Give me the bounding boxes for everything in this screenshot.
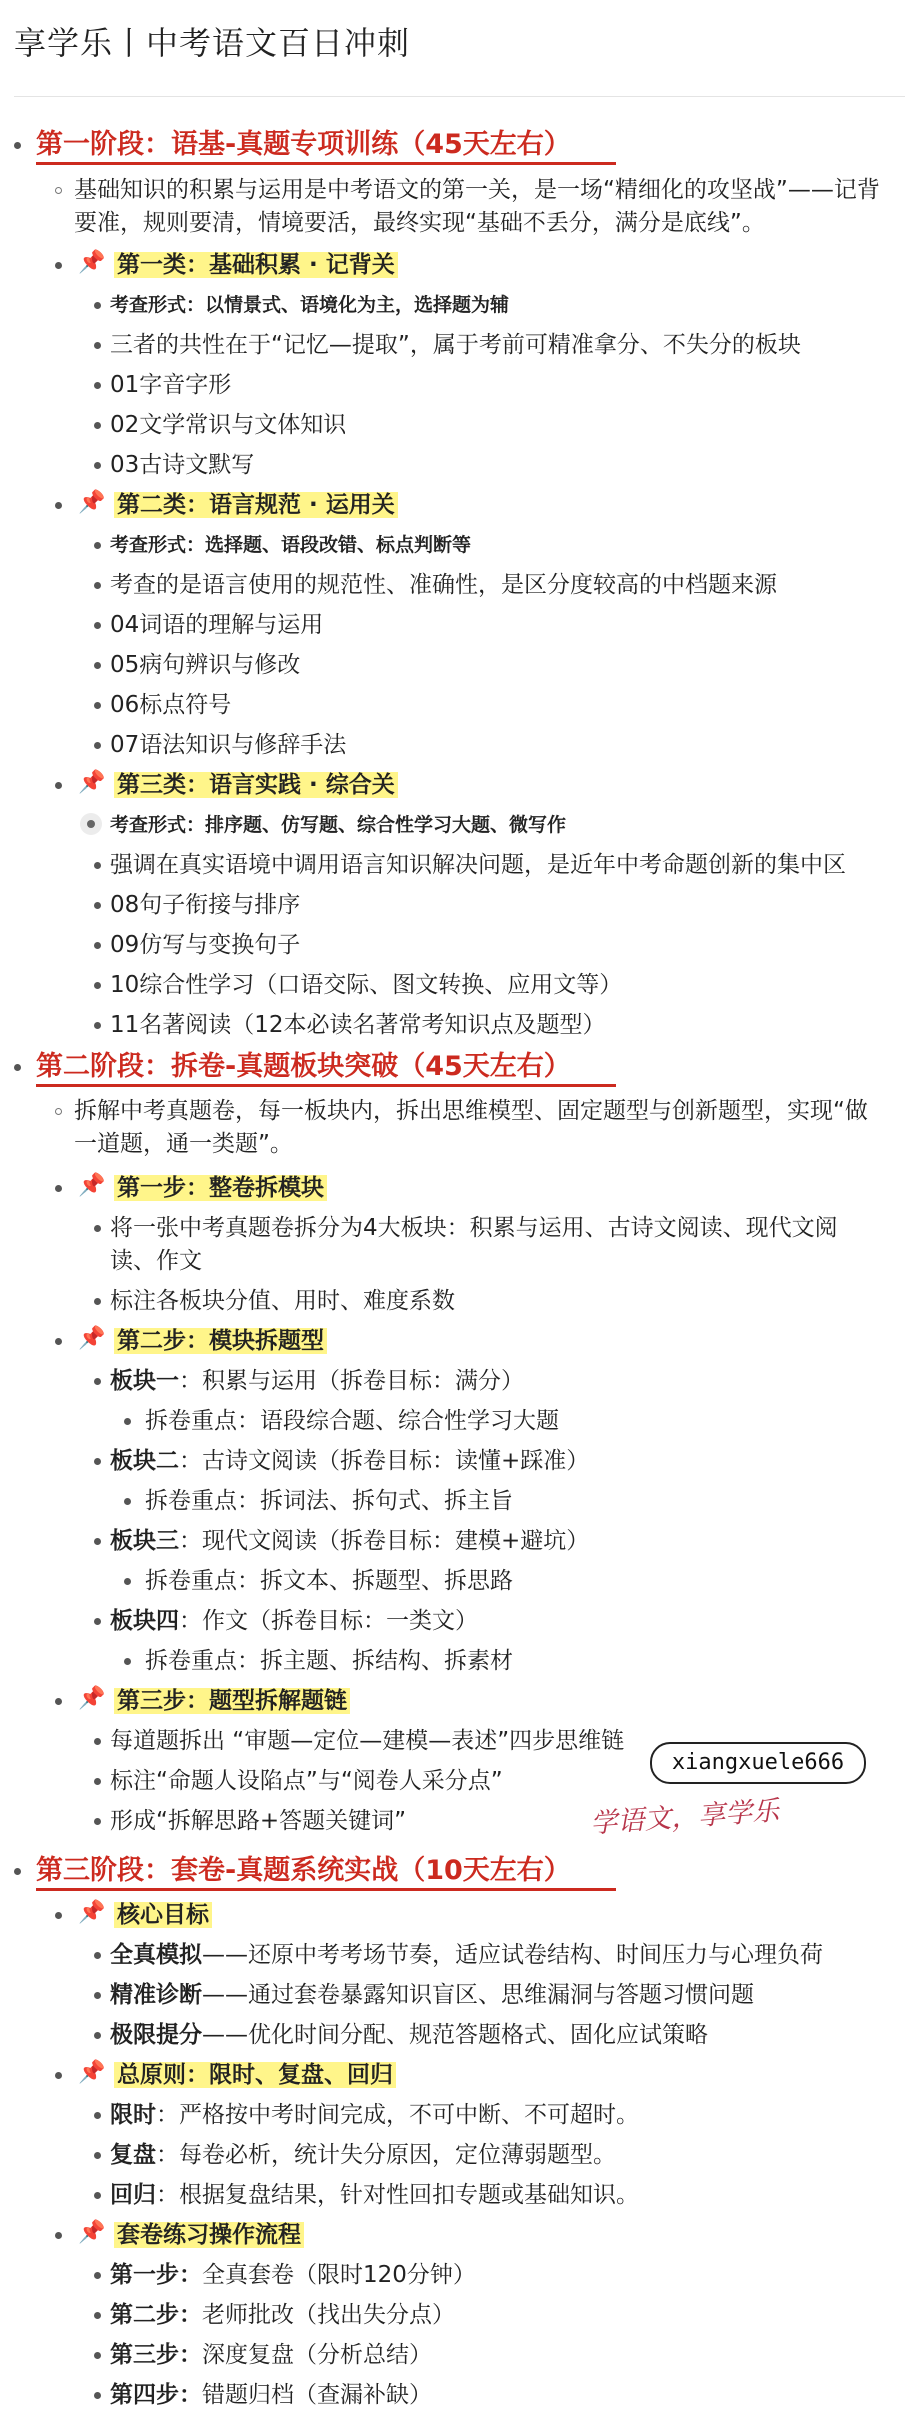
principle-title: 总原则：限时、复盘、回归 [114, 2062, 396, 2088]
core-title: 核心目标 [114, 1902, 212, 1928]
bullet [124, 1418, 131, 1425]
header-divider [14, 96, 905, 97]
bullet [94, 1778, 101, 1785]
pushpin-icon: 📌 [78, 1173, 106, 1198]
bullet [94, 342, 101, 349]
stage2-intro-line2: 一道题，通一类题”。 [74, 1131, 293, 1157]
bullet [94, 1378, 101, 1385]
stage2-title: 第二阶段：拆卷-真题板块突破（45天左右） [36, 1051, 571, 1082]
cat3-title: 第三类：语言实践 · 综合关 [114, 772, 398, 798]
step1-title: 第一步：整卷拆模块 [114, 1175, 327, 1201]
principle-item: 复盘：每卷必析，统计失分原因，定位薄弱题型。 [110, 2142, 616, 2168]
bullet [94, 942, 101, 949]
stage1-intro-line2: 要准，规则要清，情境要活，最终实现“基础不丢分，满分是底线”。 [74, 210, 765, 236]
pushpin-icon: 📌 [78, 2220, 106, 2245]
bullet [94, 622, 101, 629]
bullet [55, 1338, 62, 1345]
core-item: 极限提分——优化时间分配、规范答题格式、固化应试策略 [110, 2022, 708, 2048]
step1-line3: 标注各板块分值、用时、难度系数 [110, 1288, 455, 1314]
cat2-form: 考查形式：选择题、语段改错、标点判断等 [110, 534, 472, 556]
bullet [94, 982, 101, 989]
pushpin-icon: 📌 [78, 1326, 106, 1351]
bullet [94, 2112, 101, 2119]
cat2-desc: 考查的是语言使用的规范性、准确性，是区分度较高的中档题来源 [110, 572, 777, 598]
bullet [94, 862, 101, 869]
list-item: 07语法知识与修辞手法 [110, 732, 347, 758]
stage2-intro-line1: 拆解中考真题卷，每一板块内，拆出思维模型、固定题型与创新题型，实现“做 [74, 1098, 868, 1124]
cat3-desc: 强调在真实语境中调用语言知识解决问题，是近年中考命题创新的集中区 [110, 852, 846, 878]
bullet [94, 2272, 101, 2279]
pushpin-icon: 📌 [78, 2060, 106, 2085]
list-item: 09仿写与变换句子 [110, 932, 301, 958]
step2-title: 第二步：模块拆题型 [114, 1328, 327, 1354]
block-focus: 拆卷重点：拆文本、拆题型、拆思路 [145, 1568, 513, 1594]
signature-watermark: 学语文，享学乐 [589, 1795, 781, 1840]
list-item: 标注“命题人设陷点”与“阅卷人采分点” [110, 1768, 503, 1794]
bullet [94, 1992, 101, 1999]
principle-item: 限时：严格按中考时间完成，不可中断、不可超时。 [110, 2102, 639, 2128]
step3-title: 第三步：题型拆解题链 [114, 1688, 350, 1714]
bullet [94, 1538, 101, 1545]
cat1-form: 考查形式：以情景式、语境化为主，选择题为辅 [110, 294, 510, 316]
bullet [14, 1868, 21, 1875]
pushpin-icon: 📌 [78, 770, 106, 795]
bullet [94, 2392, 101, 2399]
list-item: 04词语的理解与运用 [110, 612, 324, 638]
bullet [14, 1064, 21, 1071]
collapse-toggle-icon[interactable] [80, 813, 102, 835]
bullet [124, 1658, 131, 1665]
stage1-underline [36, 162, 616, 165]
block-focus: 拆卷重点：语段综合题、综合性学习大题 [145, 1408, 559, 1434]
bullet [55, 262, 62, 269]
stage2-underline [36, 1084, 616, 1087]
list-item: 03古诗文默写 [110, 452, 255, 478]
page-title: 享学乐丨中考语文百日冲刺 [14, 24, 411, 62]
bullet [94, 1225, 101, 1232]
principle-item: 回归：根据复盘结果，针对性回扣专题或基础知识。 [110, 2182, 639, 2208]
bullet [94, 582, 101, 589]
cat1-desc: 三者的共性在于“记忆—提取”，属于考前可精准拿分、不失分的板块 [110, 332, 801, 358]
bullet [55, 1185, 62, 1192]
core-item: 全真模拟——还原中考考场节奏，适应试卷结构、时间压力与心理负荷 [110, 1942, 823, 1968]
block-focus: 拆卷重点：拆主题、拆结构、拆素材 [145, 1648, 513, 1674]
bullet [55, 187, 62, 194]
bullet [94, 1022, 101, 1029]
flow-item: 第一步：全真套卷（限时120分钟） [110, 2262, 476, 2288]
core-item: 精准诊断——通过套卷暴露知识盲区、思维漏洞与答题习惯问题 [110, 1982, 754, 2008]
bullet [94, 2352, 101, 2359]
stage1-intro-line1: 基础知识的积累与运用是中考语文的第一关，是一场“精细化的攻坚战”——记背 [74, 177, 880, 203]
list-item: 08句子衔接与排序 [110, 892, 301, 918]
watermark-handle: xiangxuele666 [650, 1742, 866, 1784]
bullet [55, 2072, 62, 2079]
pushpin-icon: 📌 [78, 1900, 106, 1925]
bullet [94, 422, 101, 429]
flow-item: 第四步：错题归档（查漏补缺） [110, 2382, 432, 2408]
cat1-title: 第一类：基础积累 · 记背关 [114, 252, 398, 278]
bullet [94, 1618, 101, 1625]
bullet [94, 302, 101, 309]
step1-line1: 将一张中考真题卷拆分为4大板块：积累与运用、古诗文阅读、现代文阅 [110, 1215, 838, 1241]
bullet [94, 662, 101, 669]
bullet [94, 462, 101, 469]
bullet [55, 782, 62, 789]
bullet [94, 742, 101, 749]
block-row: 板块四：作文（拆卷目标：一类文） [110, 1608, 478, 1634]
pushpin-icon: 📌 [78, 250, 106, 275]
flow-item: 第二步：老师批改（找出失分点） [110, 2302, 455, 2328]
list-item: 02文学常识与文体知识 [110, 412, 347, 438]
stage1-title: 第一阶段：语基-真题专项训练（45天左右） [36, 129, 571, 160]
bullet [14, 142, 21, 149]
list-item: 10综合性学习（口语交际、图文转换、应用文等） [110, 972, 623, 998]
stage3-title: 第三阶段：套卷-真题系统实战（10天左右） [36, 1855, 571, 1886]
bullet [94, 1738, 101, 1745]
bullet [124, 1498, 131, 1505]
bullet [124, 1578, 131, 1585]
bullet [94, 2312, 101, 2319]
bullet [94, 2032, 101, 2039]
bullet [55, 1912, 62, 1919]
list-item: 05病句辨识与修改 [110, 652, 301, 678]
bullet [94, 1458, 101, 1465]
bullet [94, 2152, 101, 2159]
block-row: 板块三：现代文阅读（拆卷目标：建模+避坑） [110, 1528, 590, 1554]
cat3-form: 考查形式：排序题、仿写题、综合性学习大题、微写作 [110, 814, 567, 836]
stage3-underline [36, 1888, 616, 1891]
bullet [94, 902, 101, 909]
bullet [94, 2192, 101, 2199]
pushpin-icon: 📌 [78, 490, 106, 515]
list-item: 形成“拆解思路+答题关键词” [110, 1808, 407, 1834]
bullet [94, 1298, 101, 1305]
cat2-title: 第二类：语言规范 · 运用关 [114, 492, 398, 518]
flow-title: 套卷练习操作流程 [114, 2222, 304, 2248]
block-row: 板块一：积累与运用（拆卷目标：满分） [110, 1368, 524, 1394]
block-row: 板块二：古诗文阅读（拆卷目标：读懂+踩准） [110, 1448, 590, 1474]
bullet [55, 1108, 62, 1115]
list-item: 每道题拆出 “审题—定位—建模—表述”四步思维链 [110, 1728, 625, 1754]
bullet [94, 542, 101, 549]
bullet [55, 2232, 62, 2239]
bullet [94, 1952, 101, 1959]
block-focus: 拆卷重点：拆词法、拆句式、拆主旨 [145, 1488, 513, 1514]
bullet [94, 1818, 101, 1825]
bullet [94, 702, 101, 709]
list-item: 11名著阅读（12本必读名著常考知识点及题型） [110, 1012, 606, 1038]
bullet [55, 502, 62, 509]
step1-line2: 读、作文 [110, 1248, 202, 1274]
list-item: 01字音字形 [110, 372, 232, 398]
list-item: 06标点符号 [110, 692, 232, 718]
bullet [55, 1698, 62, 1705]
pushpin-icon: 📌 [78, 1686, 106, 1711]
bullet [94, 382, 101, 389]
flow-item: 第三步：深度复盘（分析总结） [110, 2342, 432, 2368]
